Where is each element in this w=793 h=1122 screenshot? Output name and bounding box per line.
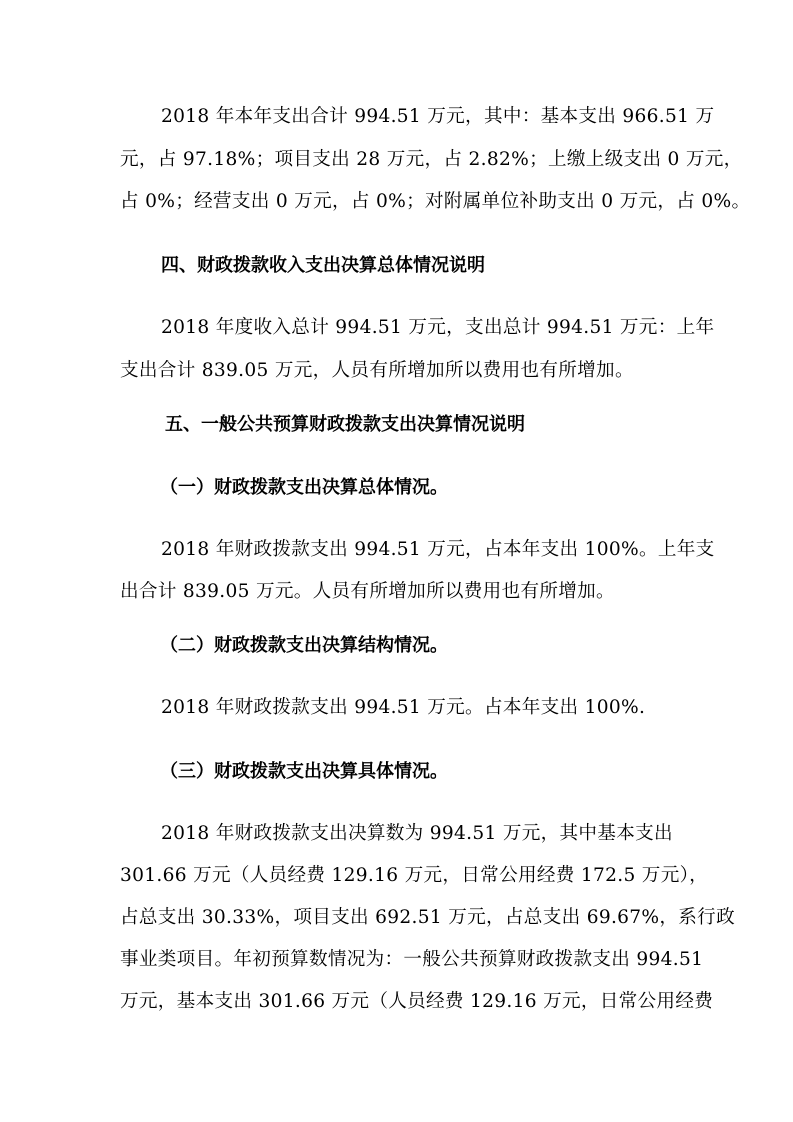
paragraph-details-line-1: 2018 年财政拨款支出决算数为 994.51 万元，其中基本支出 (161, 823, 673, 844)
paragraph-details-line-4: 事业类项目。年初预算数情况为：一般公共预算财政拨款支出 994.51 (120, 949, 704, 970)
paragraph-income-line-2: 支出合计 839.05 万元，人员有所增加所以费用也有所增加。 (120, 360, 634, 381)
paragraph-details-line-5: 万元，基本支出 301.66 万元（人员经费 129.16 万元，日常公用经费 (120, 991, 714, 1012)
paragraph-expenditure-line-2: 元，占 97.18%；项目支出 28 万元，占 2.82%；上缴上级支出 0 万元， (120, 149, 743, 170)
paragraph-structure-line-1: 2018 年财政拨款支出 994.51 万元。占本年支出 100%. (161, 697, 646, 718)
paragraph-overall-line-2: 出合计 839.05 万元。人员有所增加所以费用也有所增加。 (120, 581, 615, 602)
paragraph-expenditure-line-1: 2018 年本年支出合计 994.51 万元，其中：基本支出 966.51 万 (161, 106, 715, 127)
section-heading-four: 四、财政拨款收入支出决算总体情况说明 (161, 255, 485, 276)
section-heading-five: 五、一般公共预算财政拨款支出决算情况说明 (165, 414, 525, 435)
paragraph-expenditure-line-3: 占 0%；经营支出 0 万元，占 0%；对附属单位补助支出 0 万元，占 0%。 (120, 191, 751, 212)
subheading-details: （三）财政拨款支出决算具体情况。 (160, 761, 448, 782)
paragraph-overall-line-1: 2018 年财政拨款支出 994.51 万元，占本年支出 100%。上年支 (161, 539, 715, 560)
paragraph-details-line-3: 占总支出 30.33%，项目支出 692.51 万元，占总支出 69.67%，系行政 (120, 907, 735, 928)
paragraph-income-line-1: 2018 年度收入总计 994.51 万元，支出总计 994.51 万元：上年 (161, 317, 715, 338)
subheading-overall: （一）财政拨款支出决算总体情况。 (160, 477, 448, 498)
subheading-structure: （二）财政拨款支出决算结构情况。 (160, 635, 448, 656)
paragraph-details-line-2: 301.66 万元（人员经费 129.16 万元，日常公用经费 172.5 万元）， (120, 865, 709, 886)
